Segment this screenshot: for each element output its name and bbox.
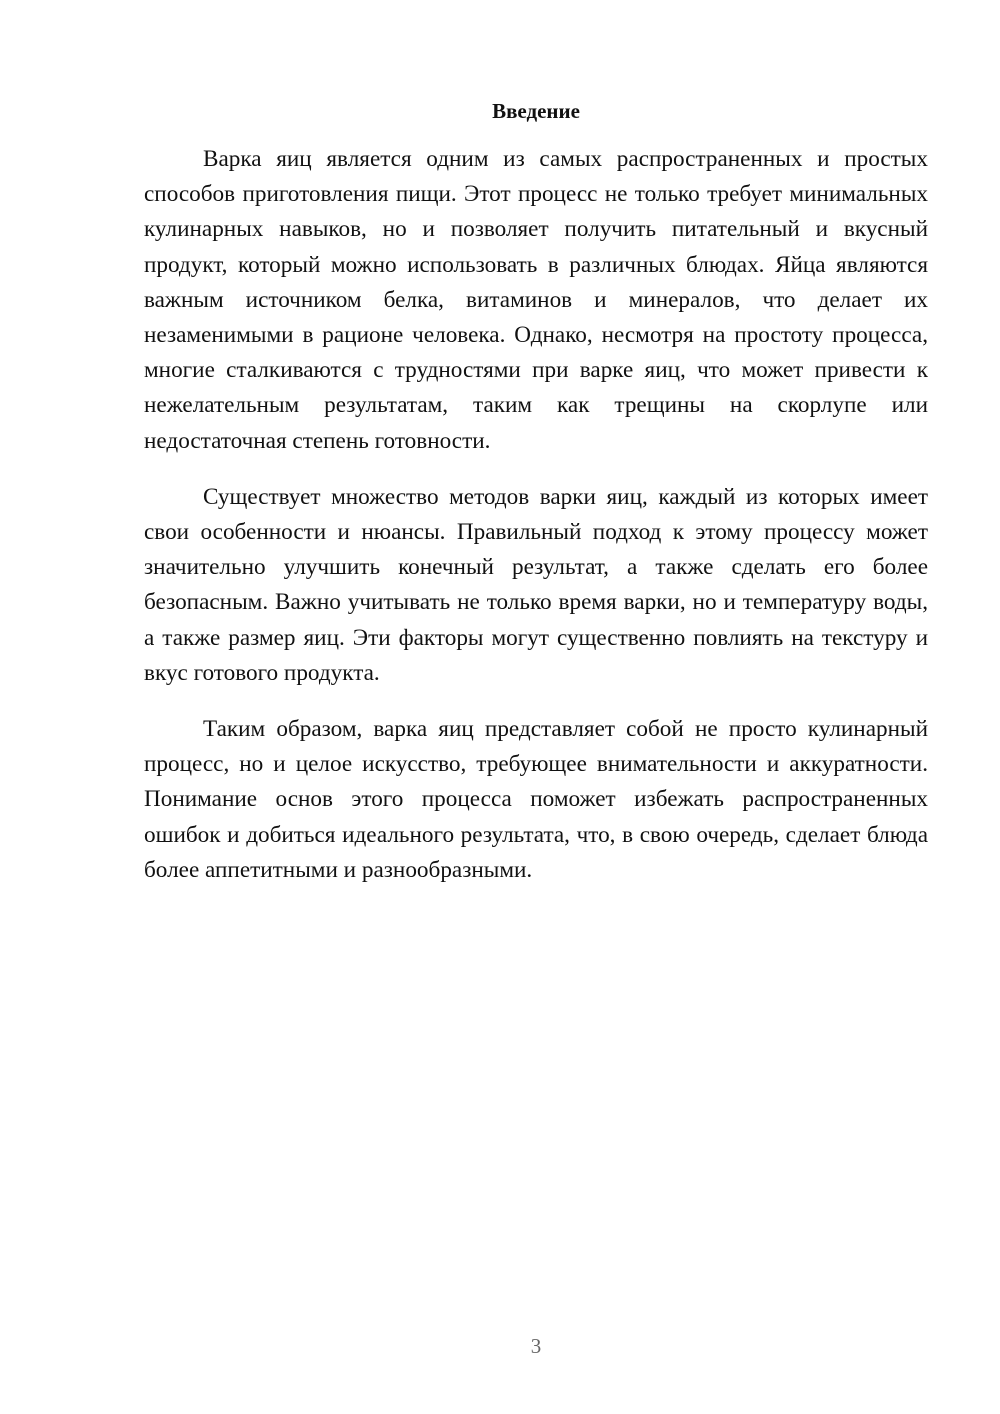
body-text xyxy=(144,142,928,909)
paragraph-3: Таким образом, варка яиц представляет собой не просто кулинарный процесс, но и целое искусство, требующее внимательности и аккуратности. Понимание основ этого процесса поможет избежать распространенных ошибок и добиться идеального результата, что, в свою очередь, сделает блюда более аппетитными и разнообразными. xyxy=(144,716,928,883)
paragraph-2: Существует множество методов варки яиц, каждый из которых имеет свои особенности и нюансы. Правильный подход к этому процессу может значительно улучшить конечный результат, а также сделать его более безопасным. Важно учитывать не только время варки, но и температуру воды, а также размер яиц. Эти факторы могут существенно повлиять на текстуру и вкус готового продукта. xyxy=(144,483,928,686)
section-heading: Введение xyxy=(492,99,580,123)
page-number: 3 xyxy=(530,1334,542,1358)
paragraph-1: Варка яиц является одним из самых распространенных и простых способов приготовления пищи. Этот процесс не только требует минимальных кулинарных навыков, но и позволяет получить питательный и вкусный продукт, который можно использовать в различных блюдах. Яйца являются важным источником белка, витаминов и минералов, что делает их незаменимыми в рационе человека. Однако, несмотря на простоту процесса, многие сталкиваются с трудностями при варке яиц, что может привести к нежелательным результатам, таким как трещины на скорлупе или недостаточная степень готовности. xyxy=(144,146,928,454)
